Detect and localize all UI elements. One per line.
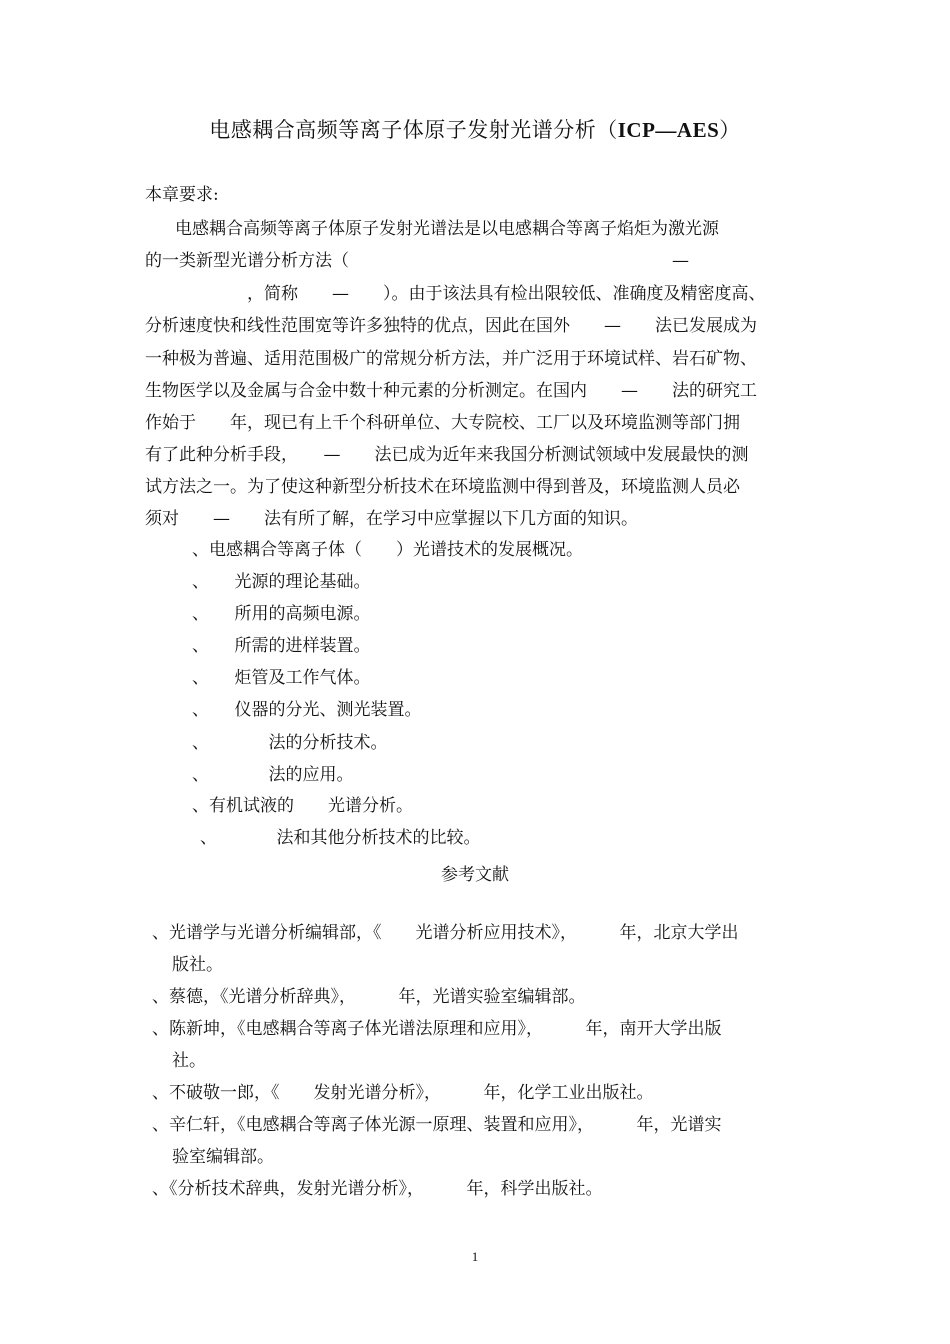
list-item: 、 炬管及工作气体。: [192, 668, 371, 688]
page-title: [0, 114, 950, 144]
list-item: 、 光源的理论基础。: [192, 572, 371, 592]
list-item: 、 所用的高频电源。: [192, 604, 371, 624]
list-item: 、 法的应用。: [192, 765, 354, 785]
intro-line: ，简称 — ）。由于该法具有检出限较低、准确度及精密度高、: [145, 284, 766, 304]
title-abbrev: ICP—AES: [617, 118, 720, 142]
list-item: 、 所需的进样装置。: [192, 636, 371, 656]
intro-line: 一种极为普遍、适用范围极广的常规分析方法，并广泛用于环境试样、岩石矿物、: [145, 349, 757, 369]
intro-line: 有了此种分析手段， — 法已成为近年来我国分析测试领域中发展最快的测: [145, 445, 749, 465]
intro-label: 本章要求:: [145, 185, 219, 205]
intro-line: 分析速度快和线性范围宽等许多独特的优点，因此在国外 — 法已发展成为: [145, 316, 757, 336]
reference-line: 验室编辑部。: [172, 1147, 274, 1167]
reference-line: 、《分析技术辞典，发射光谱分析》， 年，科学出版社。: [152, 1179, 603, 1199]
reference-line: 版社。: [172, 955, 223, 975]
list-item: 、有机试液的 光谱分析。: [192, 796, 413, 816]
list-item: 、 法的分析技术。: [192, 733, 388, 753]
reference-line: 、陈新坤，《电感耦合等离子体光谱法原理和应用》， 年，南开大学出版: [152, 1019, 722, 1039]
intro-line: 试方法之一。为了使这种新型分析技术在环境监测中得到普及，环境监测人员必: [145, 477, 740, 497]
reference-line: 社。: [172, 1051, 206, 1071]
list-item: 、电感耦合等离子体（ ）光谱技术的发展概况。: [192, 540, 583, 560]
intro-line: 须对 — 法有所了解，在学习中应掌握以下几方面的知识。: [145, 509, 638, 529]
intro-line: 的一类新型光谱分析方法（ —: [145, 251, 689, 271]
list-item: 、 法和其他分析技术的比较。: [200, 828, 481, 848]
title-text: 电感耦合高频等离子体原子发射光谱分析（: [209, 118, 618, 142]
page-number: 1: [471, 1249, 479, 1264]
list-item: 、 仪器的分光、测光装置。: [192, 700, 422, 720]
intro-line: 作始于 年，现已有上千个科研单位、大专院校、工厂以及环境监测等部门拥: [145, 413, 740, 433]
reference-line: 、光谱学与光谱分析编辑部，《 光谱分析应用技术》， 年，北京大学出: [152, 923, 739, 943]
intro-line: 电感耦合高频等离子体原子发射光谱法是以电感耦合等离子焰炬为激光源: [175, 219, 719, 239]
references-heading: 参考文献: [441, 865, 509, 885]
intro-line: 生物医学以及金属与合金中数十种元素的分析测定。在国内 — 法的研究工: [145, 381, 757, 401]
reference-line: 、蔡德，《光谱分析辞典》， 年，光谱实验室编辑部。: [152, 987, 586, 1007]
title-close: ）: [719, 118, 741, 142]
reference-line: 、不破敬一郎，《 发射光谱分析》， 年，化学工业出版社。: [152, 1083, 654, 1103]
reference-line: 、辛仁轩，《电感耦合等离子体光源一原理、装置和应用》， 年，光谱实: [152, 1115, 722, 1135]
